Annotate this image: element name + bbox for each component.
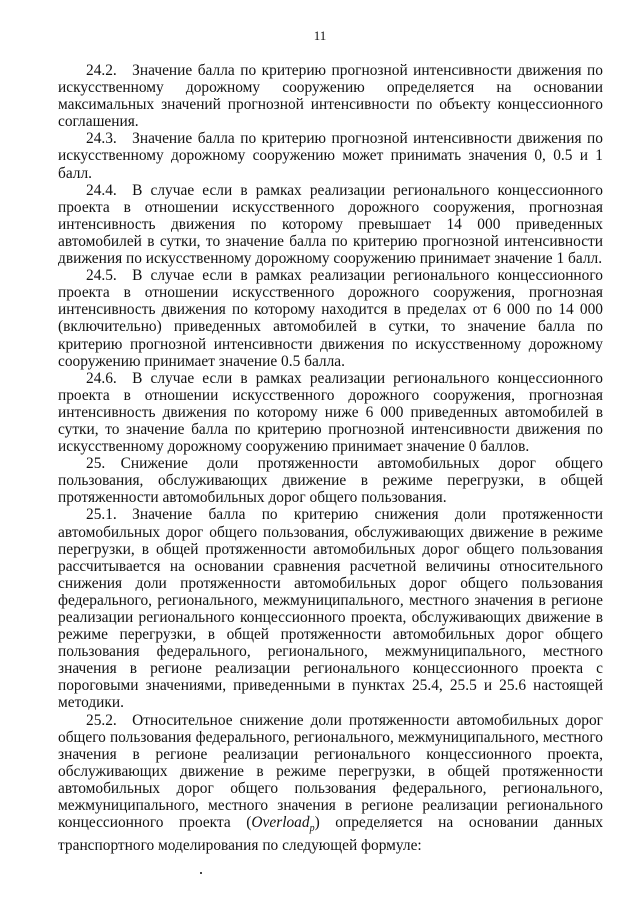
paragraph-24-4: 24.4. В случае если в рамках реализации регионального концессионного проекта в отношении искусственного дорожного сооружения, прогнозная интенсивность движения по которому превышает 14 000 приведенных автомобилей в сутки, то значение балла по критерию прогнозной интенсивности движения по искусственному дорожному сооружению принимает значение 1 балл. <box>58 181 603 268</box>
paragraph-25-2 <box>58 712 603 855</box>
formula-variable-subscript: p <box>309 823 315 835</box>
paragraph-25-2-text-after: ) определяется на основании данных транспортного моделирования по следующей формуле: <box>58 814 604 855</box>
formula-variable-name: Overload <box>251 814 310 832</box>
paragraph-24-5: 24.5. В случае если в рамках реализации регионального концессионного проекта в отношении искусственного дорожного сооружения, прогнозная интенсивность движения по которому находится в пределах от 6 000 по 14 000 (включительно) приведенных автомобилей в сутки, то значение балла по критерию прогнозной интенсивности движения по искусственному дорожному сооружению принимает значение 0.5 балла. <box>58 267 603 370</box>
page-number: 11 <box>313 28 327 43</box>
formula-variable <box>251 814 315 835</box>
paragraph-25: 25. Снижение доли протяженности автомобильных дорог общего пользования, обслуживающих движение в режиме перегрузки, в общей протяженности автомобильных дорог общего пользования. <box>58 455 603 507</box>
document-body <box>58 62 603 854</box>
paragraph-25-2-text-before: 25.2. Относительное снижение доли протяженности автомобильных дорог общего пользования федерального, регионального, межмуниципального, местного значения в регионе реализации регионального концессионного проекта, обслуживающих движение в режиме перегрузки, в общей протяженности автомобильных дорог общего пользования федерального, регионального, межмуниципального, местного значения в регионе реализации регионального концессионного проекта ( <box>58 711 603 832</box>
paragraph-25-1: 25.1. Значение балла по критерию снижения доли протяженности автомобильных дорог общего пользования, обслуживающих движение в режиме перегрузки, в общей протяженности автомобильных дорог общего пользования рассчитывается на основании сравнения расчетной величины относительного снижения доли протяженности автомобильных дорог общего пользования федерального, регионального, межмуниципального, местного значения в регионе реализации регионального концессионного проекта, обслуживающих движение в режиме перегрузки, в общей протяженности автомобильных дорог общего пользования федерального, регионального, межмуниципального, местного значения в регионе реализации регионального концессионного проекта с пороговыми значениями, приведенными в пунктах 25.4, 25.5 и 25.6 настоящей методики. <box>58 506 603 712</box>
paragraph-24-2: 24.2. Значение балла по критерию прогнозной интенсивности движения по искусственному дорожному сооружению определяется на основании максимальных значений прогнозной интенсивности по объекту концессионного соглашения. <box>58 62 603 131</box>
paragraph-24-6: 24.6. В случае если в рамках реализации регионального концессионного проекта в отношении искусственного дорожного сооружения, прогнозная интенсивность движения по которому ниже 6 000 приведенных автомобилей в сутки, то значение балла по критерию прогнозной интенсивности движения по искусственному дорожному сооружению принимает значение 0 баллов. <box>58 369 603 456</box>
scan-speck <box>200 872 202 874</box>
paragraph-24-3: 24.3. Значение балла по критерию прогнозной интенсивности движения по искусственному дорожному сооружению может принимать значения 0, 0.5 и 1 балл. <box>58 130 603 182</box>
